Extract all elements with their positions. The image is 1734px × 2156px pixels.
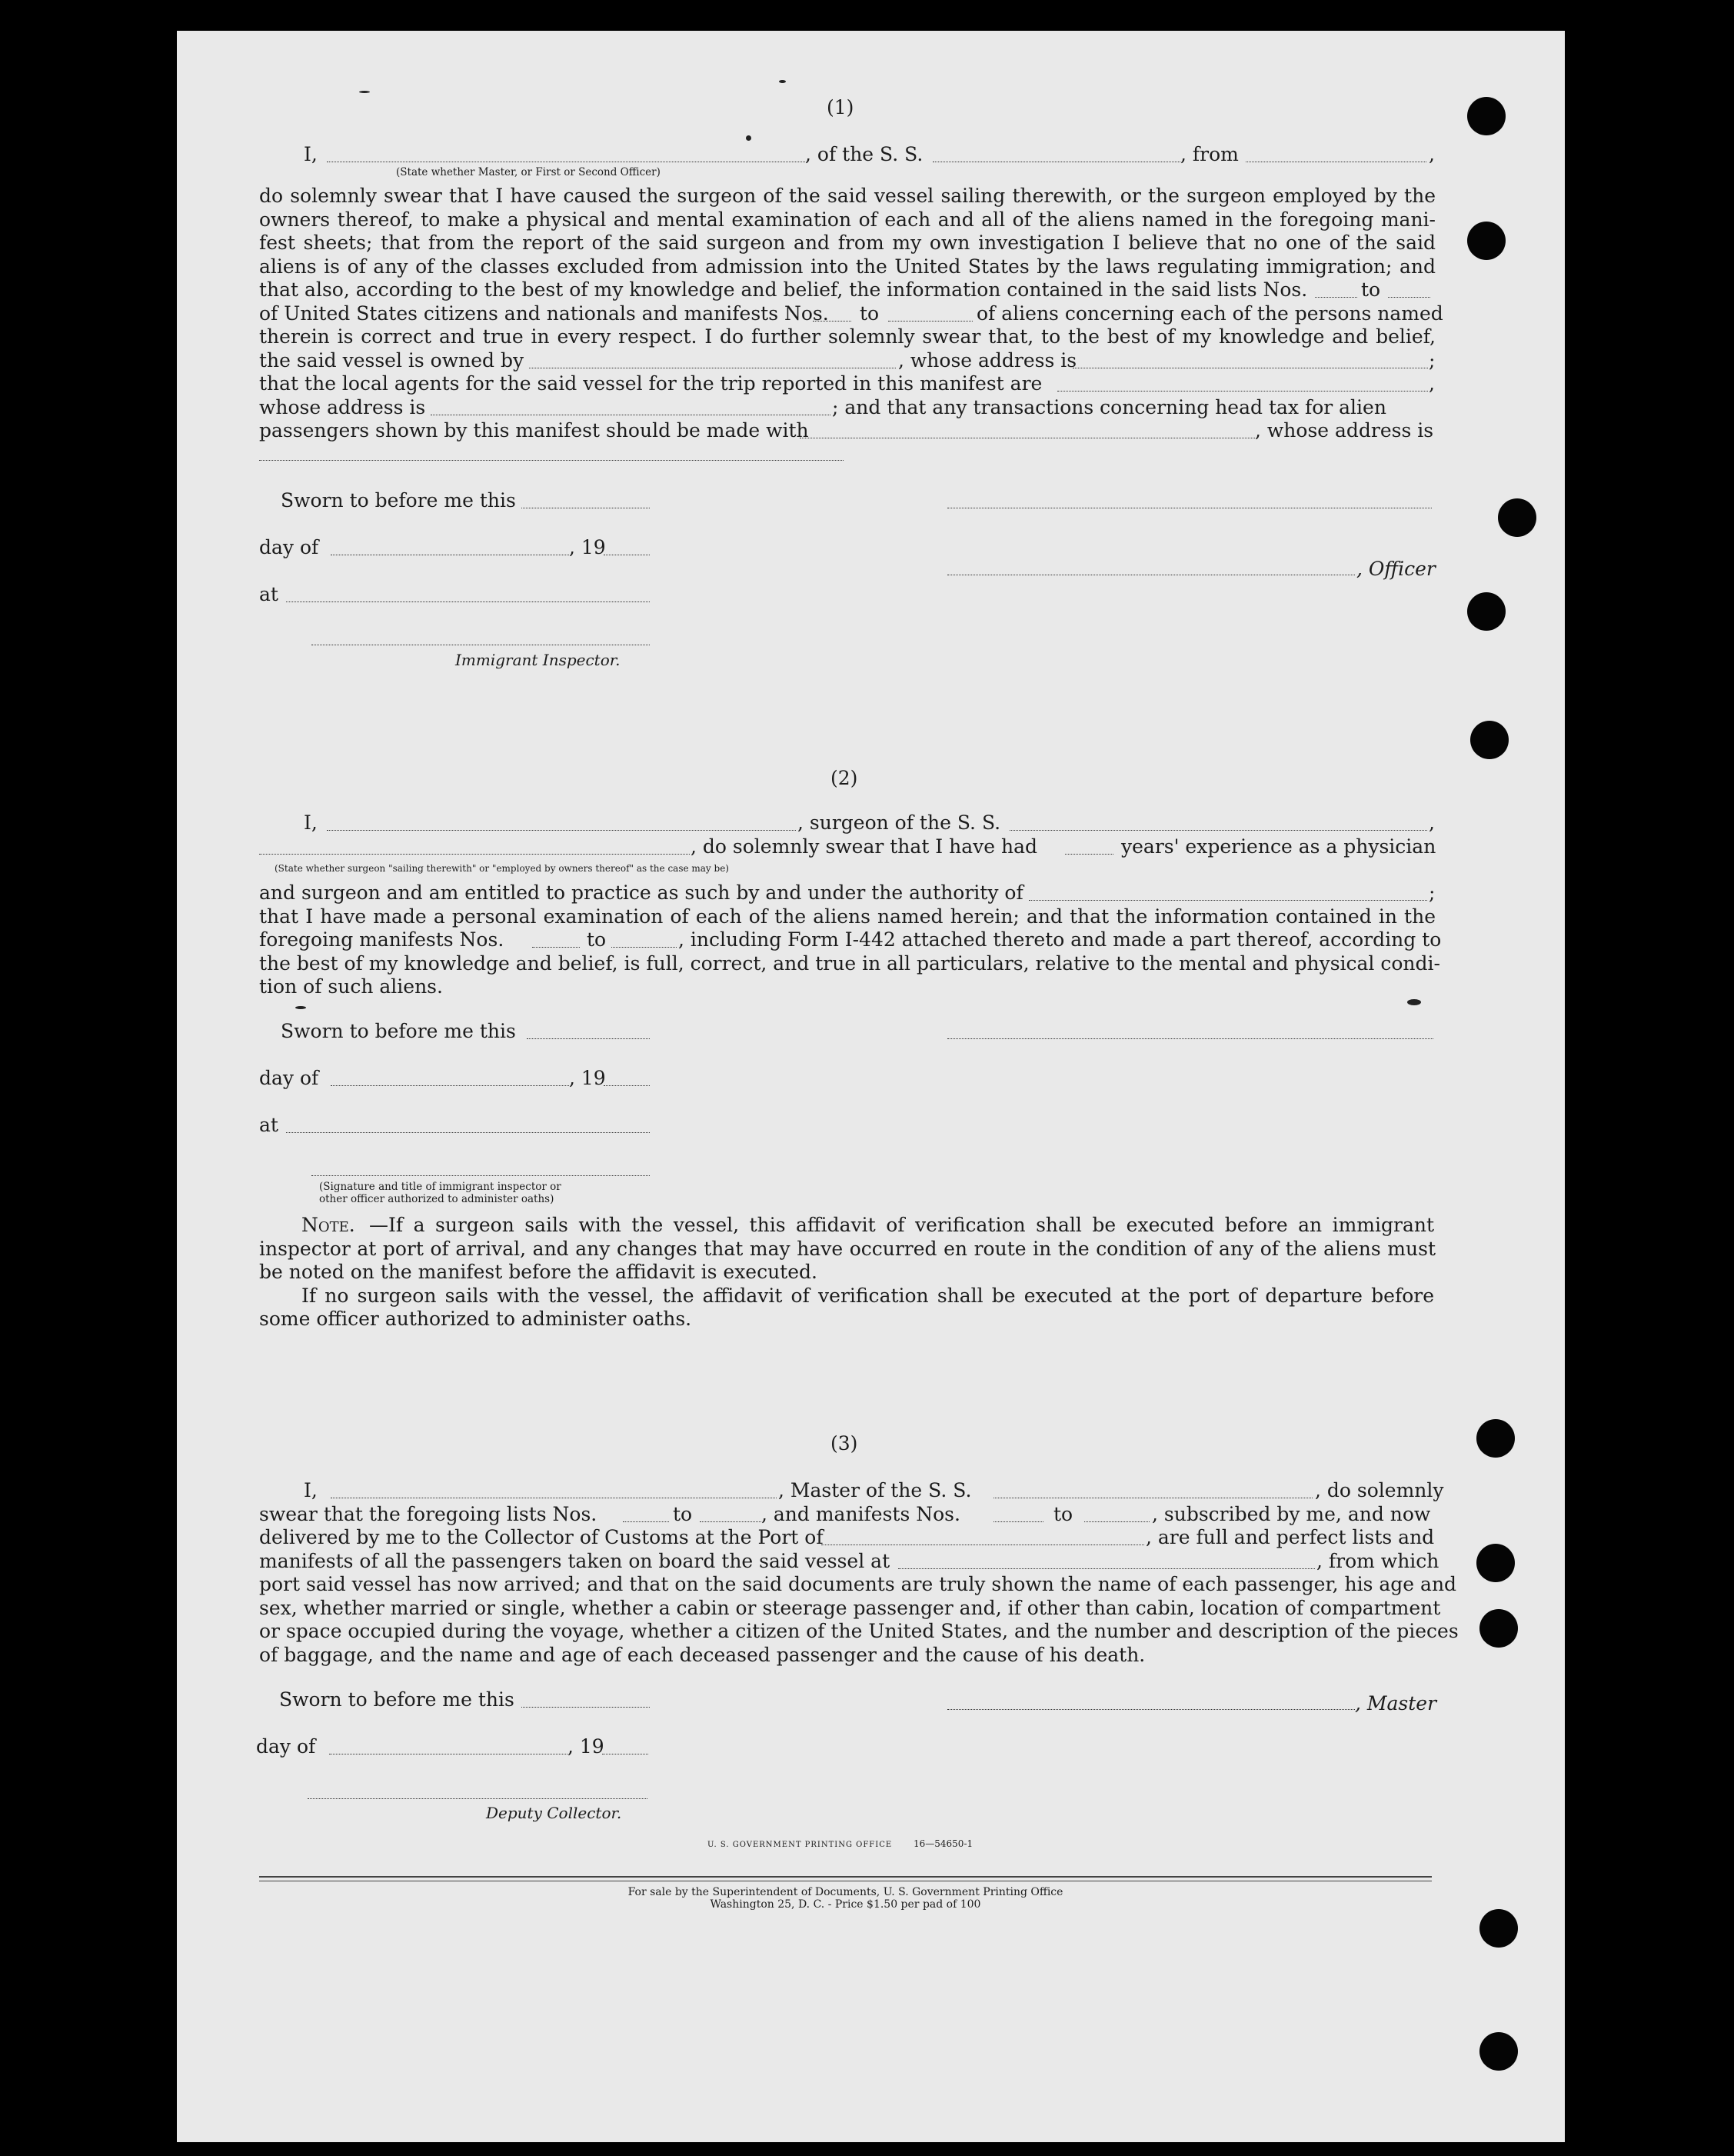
- para-line: delivered by me to the Collector of Customs at the Port of: [259, 1526, 824, 1548]
- manifests-to-field[interactable]: [611, 947, 677, 948]
- printing-office: U. S. GOVERNMENT PRINTING OFFICE: [707, 1841, 893, 1849]
- signature-note-2: other officer authorized to administer oaths): [319, 1193, 554, 1205]
- binder-hole: [1470, 721, 1509, 759]
- at-label: at: [259, 583, 278, 605]
- officer-rank-note: (State whether Master, or First or Second Officer): [396, 166, 661, 178]
- para-line: , from which: [1316, 1549, 1439, 1572]
- para-line: whose address is: [259, 395, 426, 418]
- para-line: that also, according to the best of my knowledge and belief, the information contained in the said lists Nos.: [259, 278, 1308, 301]
- para-line: , and manifests Nos.: [761, 1502, 960, 1525]
- para-line: years' experience as a physician: [1121, 835, 1436, 858]
- signature-note-1: (Signature and title of immigrant inspector or: [319, 1181, 561, 1193]
- punct: ,: [1429, 811, 1435, 834]
- label-from: , from: [1180, 143, 1239, 165]
- para-line: ; and that any transactions concerning head tax for alien: [832, 395, 1386, 418]
- note-line: inspector at port of arrival, and any changes that may have occurred en route in the condition of any of the aliens must: [259, 1237, 1436, 1260]
- place-field[interactable]: [286, 1132, 650, 1133]
- binder-hole: [1498, 498, 1536, 537]
- note-line: some officer authorized to administer oaths.: [259, 1308, 692, 1330]
- boarding-port-field[interactable]: [898, 1568, 1315, 1569]
- sworn-label: Sworn to before me this: [281, 1020, 516, 1042]
- collector-signature-line[interactable]: [308, 1798, 647, 1799]
- at-label: at: [259, 1114, 278, 1136]
- year-prefix: , 19: [569, 536, 606, 558]
- lists-from-field[interactable]: [623, 1521, 669, 1522]
- manifests-from-field[interactable]: [532, 947, 580, 948]
- head-tax-address-field[interactable]: [259, 460, 844, 461]
- day-of-label: day of: [259, 536, 319, 558]
- vessel-name-field[interactable]: [1010, 830, 1427, 831]
- surgeon-status-note: (State whether surgeon "sailing therewith" or "employed by owners thereof" as the case may be): [275, 863, 729, 874]
- para-line: tion of such aliens.: [259, 975, 443, 998]
- inspector-label: Immigrant Inspector.: [455, 651, 621, 669]
- year-prefix: , 19: [569, 1067, 606, 1089]
- manifests-to-field[interactable]: [1084, 1521, 1150, 1522]
- label-i: I,: [304, 143, 318, 165]
- form-code: 16—54650-1: [914, 1838, 974, 1849]
- punct: ;: [1429, 881, 1436, 904]
- binder-hole: [1476, 1419, 1515, 1458]
- collector-label: Deputy Collector.: [486, 1804, 622, 1822]
- para-line: that the local agents for the said vessel for the trip reported in this manifest are: [259, 372, 1043, 395]
- para-line: , do solemnly swear that I have had: [691, 835, 1038, 858]
- label-to: to: [673, 1502, 693, 1525]
- lists-to-field[interactable]: [1388, 297, 1430, 298]
- year-prefix: , 19: [567, 1735, 604, 1758]
- official-signature-line[interactable]: [311, 1175, 650, 1176]
- binder-hole: [1479, 1609, 1518, 1648]
- label-to: to: [860, 302, 880, 325]
- month-field[interactable]: [331, 1085, 569, 1086]
- sale-notice-2: Washington 25, D. C. - Price $1.50 per pad of 100: [710, 1898, 981, 1911]
- local-agents-field[interactable]: [1057, 391, 1428, 392]
- binder-hole: [1467, 97, 1506, 135]
- master-signature-line[interactable]: [947, 1709, 1355, 1710]
- day-of-label: day of: [259, 1067, 319, 1089]
- label-of-ss: , of the S. S.: [805, 143, 924, 165]
- label-to: to: [1053, 1502, 1073, 1525]
- para-line: foregoing manifests Nos.: [259, 928, 504, 951]
- binder-hole: [1479, 1909, 1518, 1948]
- label-to: to: [1361, 278, 1381, 301]
- para-line: of baggage, and the name and age of each deceased passenger and the cause of his death.: [259, 1643, 1146, 1666]
- note-line: If no surgeon sails with the vessel, the affidavit of verification shall be executed at the port of departure before: [301, 1284, 1434, 1307]
- binder-hole: [1467, 222, 1506, 260]
- years-field[interactable]: [1065, 854, 1113, 855]
- lists-to-field[interactable]: [700, 1521, 761, 1522]
- para-line: , are full and perfect lists and: [1146, 1526, 1435, 1548]
- note-line: —If a surgeon sails with the vessel, this affidavit of verification shall be executed before an immigrant: [369, 1214, 1434, 1236]
- sale-notice-1: For sale by the Superintendent of Documents, U. S. Government Printing Office: [627, 1886, 1063, 1898]
- label-to: to: [587, 928, 607, 951]
- para-line: and surgeon and am entitled to practice as such by and under the authority of: [259, 881, 1023, 904]
- para-line: port said vessel has now arrived; and that on the said documents are truly shown the name of each passenger, his age and: [259, 1573, 1457, 1595]
- sworn-date-field[interactable]: [521, 1707, 650, 1708]
- sworn-label: Sworn to before me this: [279, 1688, 514, 1711]
- para-line: or space occupied during the voyage, whether a citizen of the United States, and the number and description of the pieces: [259, 1620, 1459, 1642]
- para-line: the said vessel is owned by: [259, 348, 524, 372]
- para-line: of aliens concerning each of the persons named: [977, 302, 1443, 325]
- para-line: sex, whether married or single, whether a cabin or steerage passenger and, if other than cabin, location of compartment: [259, 1596, 1441, 1619]
- label-surgeon: , surgeon of the S. S.: [797, 811, 1001, 834]
- punct: ;: [1429, 348, 1436, 372]
- day-of-label: day of: [256, 1735, 316, 1758]
- para-line: do solemnly swear that I have caused the surgeon of the said vessel sailing therewith, or the surgeon employed by the: [259, 185, 1436, 207]
- master-label: , Master: [1355, 1692, 1437, 1714]
- para-line: , do solemnly: [1315, 1479, 1444, 1501]
- manifests-to-field[interactable]: [888, 321, 973, 322]
- para-line: manifests of all the passengers taken on board the said vessel at: [259, 1549, 890, 1572]
- section-1-number: (1): [827, 96, 854, 118]
- lists-from-field[interactable]: [1315, 297, 1357, 298]
- para-line: therein is correct and true in every respect. I do further solemnly swear that, to the best of my knowledge and belief,: [259, 325, 1436, 348]
- footer-rule: [259, 1876, 1432, 1878]
- para-line: , including Form I-442 attached thereto and made a part thereof, according to: [678, 928, 1442, 951]
- manifests-from-field[interactable]: [813, 321, 851, 322]
- section-2-number: (2): [830, 767, 858, 789]
- surgeon-name-field[interactable]: [327, 830, 796, 831]
- label-master-of: , Master of the S. S.: [778, 1479, 972, 1501]
- officer-label: , Officer: [1356, 558, 1436, 580]
- punct: ,: [1429, 372, 1435, 395]
- para-line: owners thereof, to make a physical and mental examination of each and all of the aliens named in the foregoing mani-: [259, 208, 1436, 231]
- section-3-number: (3): [830, 1432, 858, 1455]
- para-line: swear that the foregoing lists Nos.: [259, 1502, 597, 1525]
- para-line: , whose address is: [1255, 419, 1434, 442]
- label-i: I,: [304, 811, 318, 834]
- binder-hole: [1467, 592, 1506, 631]
- sworn-date-field[interactable]: [527, 1038, 650, 1039]
- para-line: , subscribed by me, and now: [1152, 1502, 1431, 1525]
- surgeon-signature-line[interactable]: [947, 1038, 1433, 1039]
- note-line: be noted on the manifest before the affidavit is executed.: [259, 1261, 817, 1283]
- year-field[interactable]: [604, 1085, 650, 1086]
- binder-hole: [1476, 1544, 1515, 1582]
- label-i: I,: [304, 1479, 318, 1501]
- para-line: passengers shown by this manifest should be made with: [259, 419, 809, 442]
- para-line: fest sheets; that from the report of the said surgeon and from my own investigation I believe that no one of the said: [259, 232, 1436, 254]
- para-line: the best of my knowledge and belief, is full, correct, and true in all particulars, relative to the mental and physical condi-: [259, 951, 1440, 975]
- label-address: , whose address is: [898, 348, 1077, 372]
- para-line: of United States citizens and nationals and manifests Nos.: [259, 302, 829, 325]
- para-line: aliens is of any of the classes excluded from admission into the United States by the laws regulating immigration; and: [259, 255, 1436, 278]
- binder-hole: [1479, 2032, 1518, 2071]
- manifests-from-field[interactable]: [993, 1521, 1043, 1522]
- sworn-label: Sworn to before me this: [281, 489, 516, 512]
- note-label: Note.: [301, 1214, 355, 1236]
- para-line: that I have made a personal examination of each of the aliens named herein; and that the information contained in the: [259, 905, 1436, 928]
- place-field[interactable]: [286, 601, 650, 602]
- authority-field[interactable]: [1029, 900, 1427, 901]
- surgeon-status-field[interactable]: [259, 854, 690, 855]
- punct: ,: [1429, 143, 1435, 165]
